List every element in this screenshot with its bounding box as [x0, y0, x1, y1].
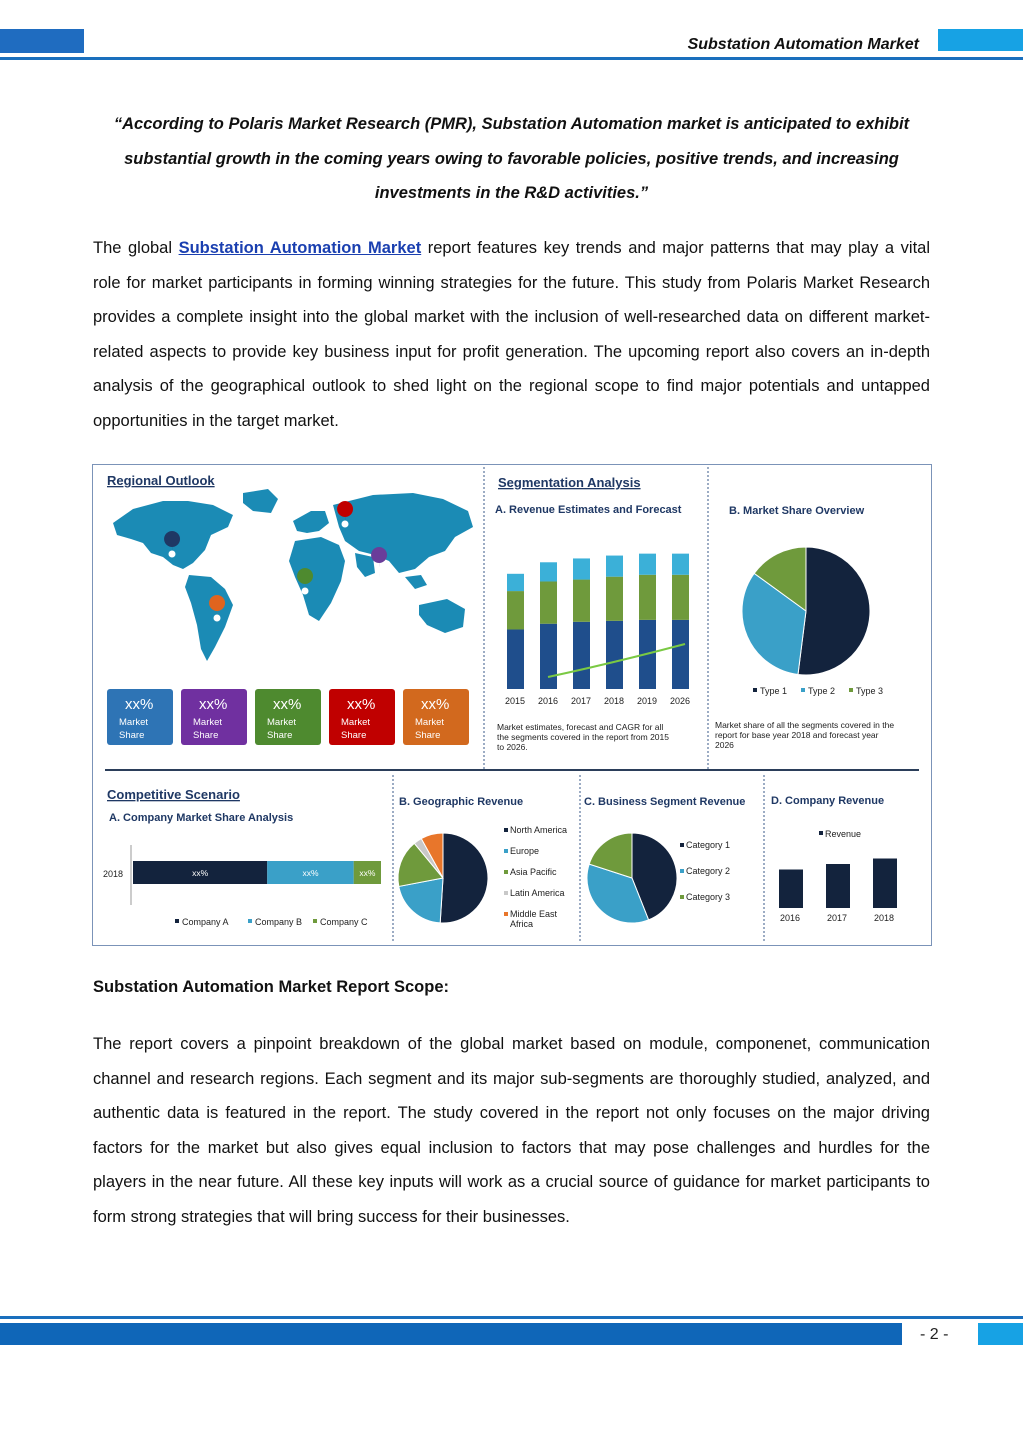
- revenue-bar: [639, 575, 656, 620]
- revenue-chart-title: A. Revenue Estimates and Forecast: [495, 504, 682, 516]
- infographic: [92, 464, 932, 946]
- legend-label: North America: [510, 825, 568, 835]
- competitive-title: Competitive Scenario: [107, 787, 240, 802]
- legend-label: Category 2: [686, 866, 731, 876]
- legend-label: Category 3: [686, 892, 731, 902]
- x-tick-label: 2015: [505, 696, 526, 706]
- x-tick-label: 2018: [604, 696, 625, 706]
- card-value: xx%: [125, 696, 154, 713]
- scope-paragraph: The report covers a pinpoint breakdown of the global market based on module, componenet, communication channel and research regions. Each segment and its major sub-segments are thoroughly studied, analyzed, and authentic data is featured in the report. The study covered in the report not only focuses on the major driving factors for the market but also gives equal inclusion to factors that may pose challenges and hurdles for the players in the near future. All these key inputs will work as a crucial source of guidance for market participants to form strong strategies that will bring success for their businesses.: [93, 1035, 930, 1226]
- legend-swatch: [680, 869, 684, 873]
- x-tick-label: 2019: [637, 696, 658, 706]
- legend-label: Latin America: [510, 888, 565, 898]
- legend-label: Asia Pacific: [510, 867, 557, 877]
- legend-label: Type 2: [808, 686, 836, 696]
- world-map: [113, 489, 473, 661]
- business-revenue-pie: [587, 833, 677, 923]
- legend-label: Company B: [255, 917, 303, 927]
- footer-accent-right: [978, 1323, 1023, 1345]
- revenue-bar: [606, 577, 623, 621]
- geo-revenue-pie: [398, 833, 488, 923]
- header-accent-right: [938, 29, 1023, 51]
- share-caption-3: 2026: [715, 740, 734, 750]
- bar-year-label: 2018: [103, 869, 124, 879]
- legend-swatch: [504, 870, 508, 874]
- legend-swatch: [504, 891, 508, 895]
- company-share-value: xx%: [192, 868, 209, 878]
- header-accent-left: [0, 29, 84, 53]
- card-value: xx%: [199, 696, 228, 713]
- header-rule: [0, 57, 1023, 60]
- legend-label: Revenue: [825, 829, 862, 839]
- revenue-bar: [606, 556, 623, 577]
- revenue-bar: [507, 629, 524, 689]
- share-caption-2: report for base year 2018 and forecast year: [715, 730, 879, 740]
- revenue-bar: [507, 574, 524, 591]
- intro-quote: “According to Polaris Market Research (PMR), Substation Automation market is anticipated to exhibit substantial growth in the coming years owing to favorable policies, positive trends, and increasing investments in the R&D activities.”: [113, 115, 910, 202]
- card-label: Market: [415, 717, 445, 728]
- revenue-caption-2: the segments covered in the report from 2015: [497, 732, 669, 742]
- legend-swatch: [313, 919, 317, 923]
- intro-paragraph: [93, 231, 930, 439]
- geo-revenue-title: B. Geographic Revenue: [399, 796, 524, 808]
- card-label: Share: [193, 730, 219, 741]
- legend-label: Company A: [182, 917, 229, 927]
- share-caption-1: Market share of all the segments covered in the: [715, 720, 895, 730]
- legend-swatch: [504, 849, 508, 853]
- x-tick-label: 2016: [538, 696, 559, 706]
- company-share-bar: [103, 845, 381, 927]
- revenue-caption-1: Market estimates, forecast and CAGR for all: [497, 722, 664, 732]
- legend-swatch: [175, 919, 179, 923]
- revenue-bar: [507, 591, 524, 629]
- company-revenue-bar: [873, 859, 897, 909]
- legend-swatch: [819, 831, 823, 835]
- company-share-title: A. Company Market Share Analysis: [109, 812, 294, 824]
- legend-label: Middle East: [510, 909, 558, 919]
- revenue-bar: [540, 562, 557, 581]
- pie-slice: [798, 547, 870, 675]
- revenue-bar: [672, 575, 689, 620]
- legend-swatch: [801, 688, 805, 692]
- revenue-caption-3: to 2026.: [497, 742, 528, 752]
- revenue-bar: [573, 622, 590, 689]
- region-cards: [107, 689, 469, 745]
- card-label: Market: [341, 717, 371, 728]
- card-value: xx%: [347, 696, 376, 713]
- revenue-bar: [540, 581, 557, 623]
- company-revenue-chart: [779, 829, 897, 923]
- footer-accent-left: [0, 1323, 902, 1345]
- card-label: Market: [119, 717, 149, 728]
- pie-slice: [440, 833, 488, 923]
- revenue-bar: [573, 580, 590, 622]
- regional-title: Regional Outlook: [107, 473, 215, 488]
- company-revenue-title: D. Company Revenue: [771, 795, 885, 807]
- card-label: Share: [415, 730, 441, 741]
- revenue-bar: [672, 554, 689, 575]
- card-label: Market: [267, 717, 297, 728]
- revenue-bar: [606, 621, 623, 689]
- card-label: Share: [267, 730, 293, 741]
- legend-swatch: [504, 912, 508, 916]
- card-value: xx%: [421, 696, 450, 713]
- legend-swatch: [248, 919, 252, 923]
- header-title: Substation Automation Market: [687, 36, 919, 53]
- x-tick-label: 2017: [571, 696, 592, 706]
- revenue-bar: [672, 620, 689, 689]
- business-revenue-title: C. Business Segment Revenue: [584, 796, 746, 808]
- revenue-bar: [573, 558, 590, 579]
- card-value: xx%: [273, 696, 302, 713]
- company-revenue-bar: [779, 870, 803, 909]
- legend-swatch: [680, 895, 684, 899]
- legend-label: Type 1: [760, 686, 788, 696]
- business-legend: [680, 840, 730, 902]
- legend-label: Company C: [320, 917, 368, 927]
- share-legend: [753, 686, 883, 696]
- legend-label: Africa: [510, 919, 534, 929]
- legend-swatch: [849, 688, 853, 692]
- revenue-bar: [540, 624, 557, 689]
- x-tick-label: 2017: [827, 913, 848, 923]
- x-tick-label: 2026: [670, 696, 691, 706]
- scope-heading: Substation Automation Market Report Scope:: [93, 978, 449, 996]
- card-label: Share: [119, 730, 145, 741]
- revenue-bar: [639, 554, 656, 575]
- footer-rule: [0, 1316, 1023, 1319]
- page-number: - 2 -: [920, 1326, 949, 1343]
- share-pie-chart: [742, 547, 870, 675]
- x-tick-label: 2016: [780, 913, 801, 923]
- legend-swatch: [504, 828, 508, 832]
- x-tick-label: 2018: [874, 913, 895, 923]
- legend-swatch: [680, 843, 684, 847]
- segmentation-title: Segmentation Analysis: [498, 475, 641, 490]
- company-revenue-bar: [826, 864, 850, 908]
- legend-label: Category 1: [686, 840, 731, 850]
- market-report-link[interactable]: Substation Automation Market: [178, 239, 422, 257]
- company-share-value: xx%: [359, 868, 376, 878]
- geo-legend: [504, 825, 567, 929]
- legend-swatch: [753, 688, 757, 692]
- legend-label: Type 3: [856, 686, 884, 696]
- legend-label: Europe: [510, 846, 540, 856]
- intro-text-end: report features key trends and major patterns that may play a vital role for market participants in forming winning strategies for the future. This study from Polaris Market Research provides a complete insight into the global market with the inclusion of well-researched data on different market-related aspects to provide key business input for profit generation. The upcoming report also covers an in-depth analysis of the geographical outlook to shed light on the regional scope to find major potentials and untapped opportunities in the target market.: [93, 239, 931, 430]
- revenue-chart: [505, 554, 690, 706]
- company-share-value: xx%: [302, 868, 319, 878]
- card-label: Market: [193, 717, 223, 728]
- card-label: Share: [341, 730, 367, 741]
- share-chart-title: B. Market Share Overview: [729, 505, 865, 517]
- intro-text-start: The global: [93, 239, 179, 257]
